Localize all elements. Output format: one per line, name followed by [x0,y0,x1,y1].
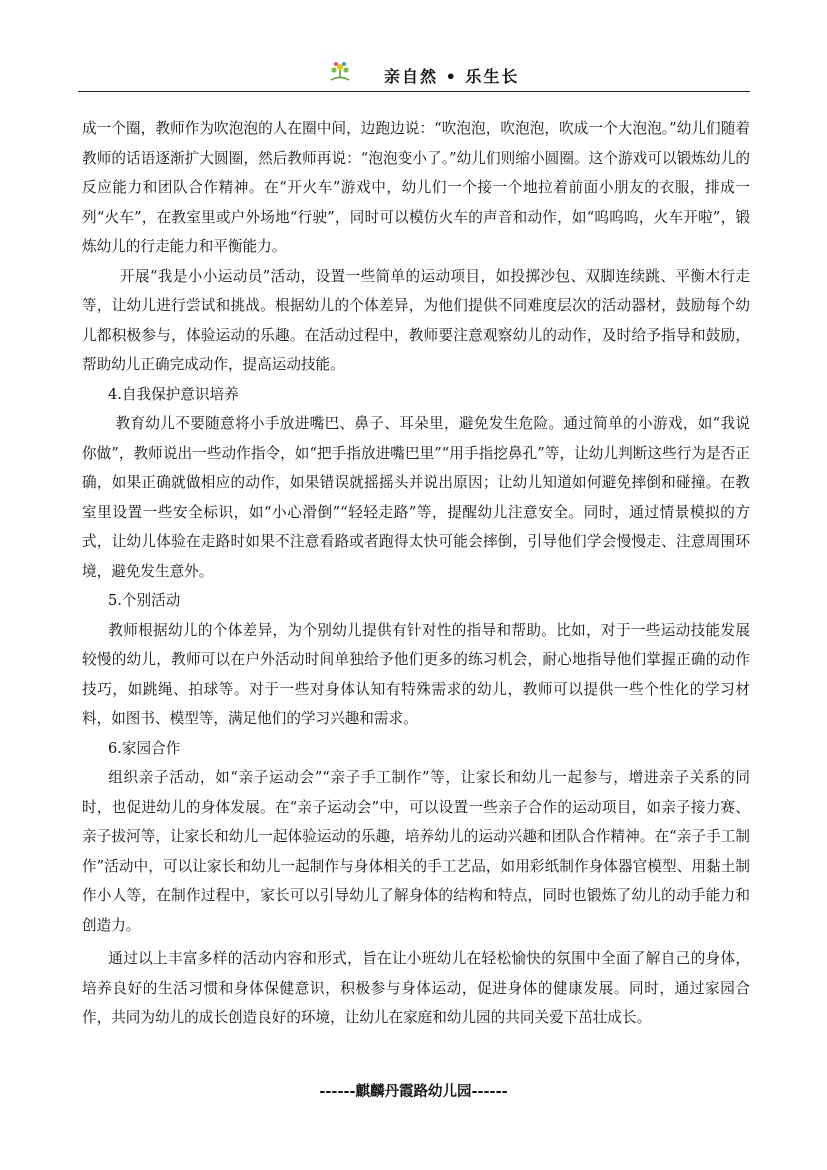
body-paragraph: 开展“我是小小运动员”活动，设置一些简单的运动项目，如投掷沙包、双脚连续跳、平衡木行走等，让幼儿进行尝试和挑战。根据幼儿的个体差异，为他们提供不同难度层次的活动器材，鼓励每个幼儿都积极参与，体验运动的乐趣。在活动过程中，教师要注意观察幼儿的动作，及时给予指导和鼓励，帮助幼儿正确完成动作，提高运动技能。 [82,267,750,373]
section-heading: 4.自我保护意识培养 [108,385,239,403]
body-paragraph: 教育幼儿不要随意将小手放进嘴巴、鼻子、耳朵里，避免发生危险。通过简单的小游戏，如“我说你做”，教师说出一些动作指令，如“把手指放进嘴巴里”“用手指挖鼻孔”等，让幼儿判断这些行为是否正确，如果正确就做相应的动作，如果错误就摇摇头并说出原因；让幼儿知道如何避免摔倒和碰撞。在教室里设置一些安全标识，如“小心滑倒”“轻轻走路”等，提醒幼儿注意安全。同时，通过情景模拟的方式，让幼儿体验在走路时如果不注意看路或者跑得太快可能会摔倒，引导他们学会慢慢走、注意周围环境，避免发生意外。 [82,415,750,580]
body-paragraph: 教师根据幼儿的个体差异，为个别幼儿提供有针对性的指导和帮助。比如，对于一些运动技能发展较慢的幼儿，教师可以在户外活动时间单独给予他们更多的练习机会，耐心地指导他们掌握正确的动作技巧，如跳绳、拍球等。对于一些对身体认知有特殊需求的幼儿，教师可以提供一些个性化的学习材料，如图书、模型等，满足他们的学习兴趣和需求。 [82,621,750,727]
body-paragraph: 成一个圈，教师作为吹泡泡的人在圈中间，边跑边说：“吹泡泡，吹泡泡，吹成一个大泡泡。”幼儿们随着教师的话语逐渐扩大圆圈，然后教师再说：“泡泡变小了。”幼儿们则缩小圆圈。这个游戏可以锻炼幼儿的反应能力和团队合作精神。在“开火车”游戏中，幼儿们一个接一个地拉着前面小朋友的衣服，排成一列“火车”，在教室里或户外场地“行驶”，同时可以模仿火车的声音和动作，如“呜呜呜，火车开啦”，锻炼幼儿的行走能力和平衡能力。 [82,120,750,255]
document-body [82,114,750,1033]
section-heading: 5.个别活动 [108,592,181,609]
sprout-logo-icon [326,58,354,86]
page-header [78,58,750,92]
section-heading: 6.家园合作 [108,739,181,757]
body-paragraph: 通过以上丰富多样的活动内容和形式，旨在让小班幼儿在轻松愉快的氛围中全面了解自己的身体，培养良好的生活习惯和身体保健意识，积极参与身体运动，促进身体的健康发展。同时，通过家园合作，共同为幼儿的成长创造良好的环境，让幼儿在家庭和幼儿园的共同关爱下茁壮成长。 [82,950,750,1026]
header-title: 亲自然 • 乐生长 [384,67,520,86]
body-paragraph: 组织亲子活动，如“亲子运动会”“亲子手工制作”等，让家长和幼儿一起参与，增进亲子关系的同时，也促进幼儿的身体发展。在“亲子运动会”中，可以设置一些亲子合作的运动项目，如亲子接力赛、亲子拔河等，让家长和幼儿一起体验运动的乐趣，培养幼儿的运动兴趣和团队合作精神。在“亲子手工制作”活动中，可以让家长和幼儿一起制作与身体相关的手工艺品，如用彩纸制作身体器官模型、用黏土制作小人等，在制作过程中，家长可以引导幼儿了解身体的结构和特点，同时也锻炼了幼儿的动手能力和创造力。 [82,769,750,934]
page-footer: ------麒麟丹霞路幼儿园------ [319,1083,508,1100]
